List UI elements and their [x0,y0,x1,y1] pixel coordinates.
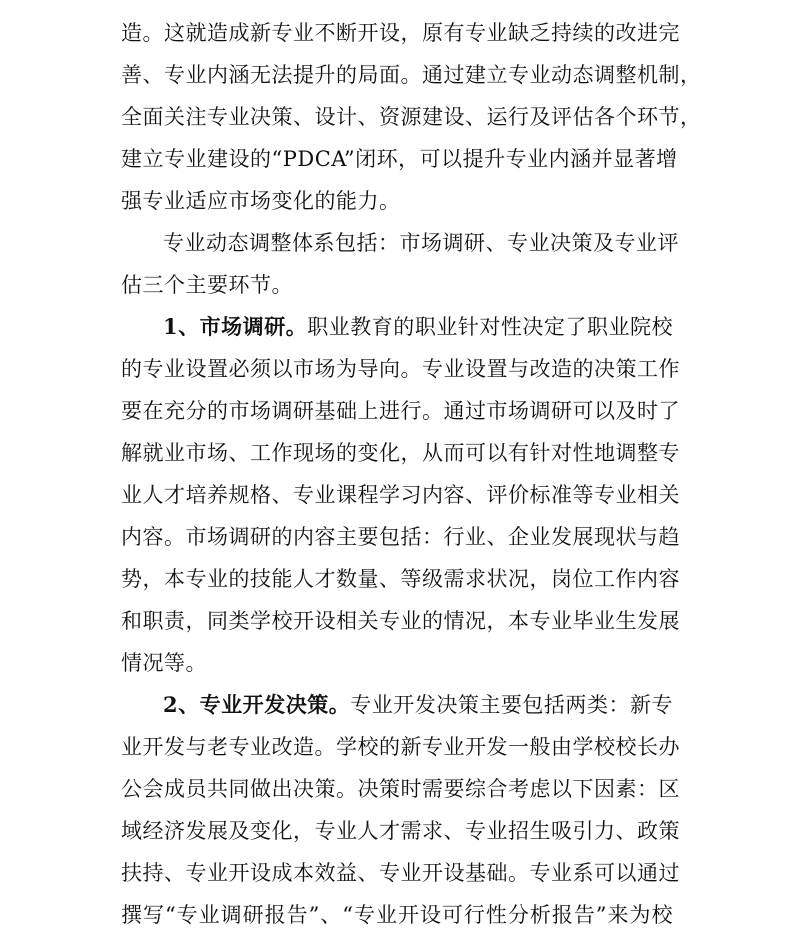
paragraph-4-line-4: 域经济发展及变化，专业人才需求、专业招生吸引力、政策 [121,819,680,843]
paragraph-4-line-5: 扶持、专业开设成本效益、专业开设基础。专业系可以通过 [121,861,680,885]
paragraph-3-line-1 [163,312,673,342]
section-heading-market-research: 1、市场调研。 [163,314,308,339]
paragraph-2-line-1: 专业动态调整体系包括：市场调研、专业决策及专业评 [163,231,679,255]
paragraph-3-line-6: 内容。市场调研的内容主要包括：行业、企业发展现状与趋 [121,525,680,549]
paragraph-4-line-3: 公会成员共同做出决策。决策时需要综合考虑以下因素：区 [121,777,680,801]
paragraph-3-line-1-text: 职业教育的职业针对性决定了职业院校 [307,315,673,339]
paragraph-3-line-9: 情况等。 [121,651,207,675]
paragraph-3-line-7: 势，本专业的技能人才数量、等级需求状况，岗位工作内容 [121,567,680,591]
paragraph-3-line-5: 业人才培养规格、专业课程学习内容、评价标准等专业相关 [121,483,680,507]
paragraph-3-line-4: 解就业市场、工作现场的变化，从而可以有针对性地调整专 [121,441,680,465]
paragraph-1-line-1: 造。这就造成新专业不断开设，原有专业缺乏持续的改进完 [121,21,680,45]
paragraph-1-line-4: 建立专业建设的“PDCA”闭环，可以提升专业内涵并显著增 [121,147,678,171]
paragraph-3-line-3: 要在充分的市场调研基础上进行。通过市场调研可以及时了 [121,399,680,423]
paragraph-4-line-2: 业开发与老专业改造。学校的新专业开发一般由学校校长办 [121,735,680,759]
section-heading-program-decision: 2、专业开发决策。 [163,692,351,717]
paragraph-1-line-3: 全面关注专业决策、设计、资源建设、运行及评估各个环节， [121,105,702,129]
paragraph-2-line-2: 估三个主要环节。 [121,273,293,297]
paragraph-1-line-2: 善、专业内涵无法提升的局面。通过建立专业动态调整机制， [121,63,702,87]
paragraph-4-line-6: 撰写“专业调研报告”、“专业开设可行性分析报告”来为校 [121,903,673,927]
paragraph-3-line-2: 的专业设置必须以市场为导向。专业设置与改造的决策工作 [121,357,680,381]
paragraph-3-line-8: 和职责，同类学校开设相关专业的情况，本专业毕业生发展 [121,609,680,633]
paragraph-1-line-5: 强专业适应市场变化的能力。 [121,189,401,213]
paragraph-4-line-1-text: 专业开发决策主要包括两类：新专 [350,693,673,717]
paragraph-4-line-1 [163,690,673,720]
